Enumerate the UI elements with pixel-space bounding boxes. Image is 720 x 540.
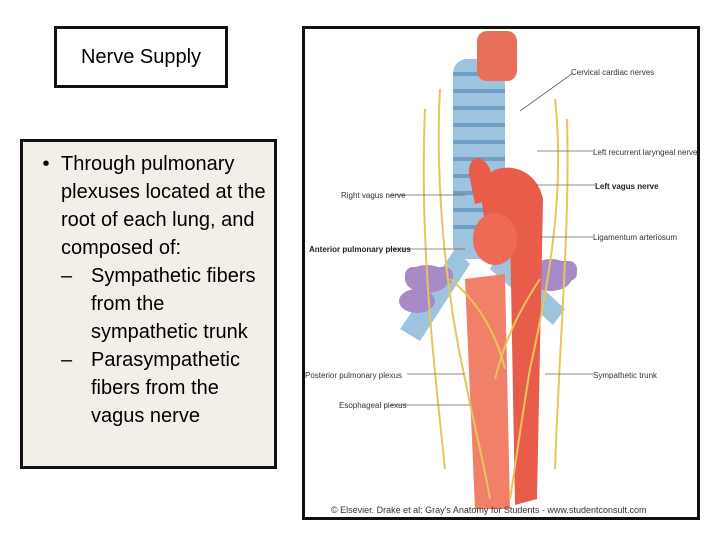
label-ligamentum: Ligamentum arteriosum	[593, 233, 678, 242]
slide-title-box	[54, 26, 228, 88]
sub-bullet-item	[61, 346, 268, 430]
figure-credit: © Elsevier. Drake et al: Gray's Anatomy for Students - www.studentconsult.com	[331, 505, 647, 515]
bullet-content-box	[20, 139, 277, 469]
bullet-item	[31, 150, 268, 262]
sub-bullet-item	[61, 262, 268, 346]
label-anterior-plexus: Anterior pulmonary plexus	[309, 245, 411, 254]
slide-title: Nerve Supply	[80, 45, 202, 68]
sub-bullet-text: Parasympathetic fibers from the vagus nerve	[91, 349, 240, 427]
bullet-symbol: •	[42, 153, 50, 175]
label-left-vagus: Left vagus nerve	[595, 182, 659, 191]
anatomy-illustration	[305, 29, 697, 517]
sub-bullet-text: Sympathetic fibers from the sympathetic trunk	[91, 265, 256, 343]
label-esophageal-plexus: Esophageal plexus	[339, 401, 407, 410]
label-posterior-plexus: Posterior pulmonary plexus	[305, 371, 402, 380]
dash-symbol: –	[61, 265, 73, 287]
bullet-text: Through pulmonary plexuses located at the root of each lung, and composed of:	[61, 153, 266, 259]
label-cervical-cardiac: Cervical cardiac nerves	[571, 68, 655, 77]
esophagus-top	[477, 31, 517, 81]
label-right-vagus: Right vagus nerve	[341, 191, 406, 200]
label-left-recurrent: Left recurrent laryngeal nerve	[593, 148, 697, 157]
label-sympathetic-trunk: Sympathetic trunk	[593, 371, 658, 380]
anatomy-figure	[302, 26, 700, 520]
dash-symbol: –	[61, 349, 73, 371]
